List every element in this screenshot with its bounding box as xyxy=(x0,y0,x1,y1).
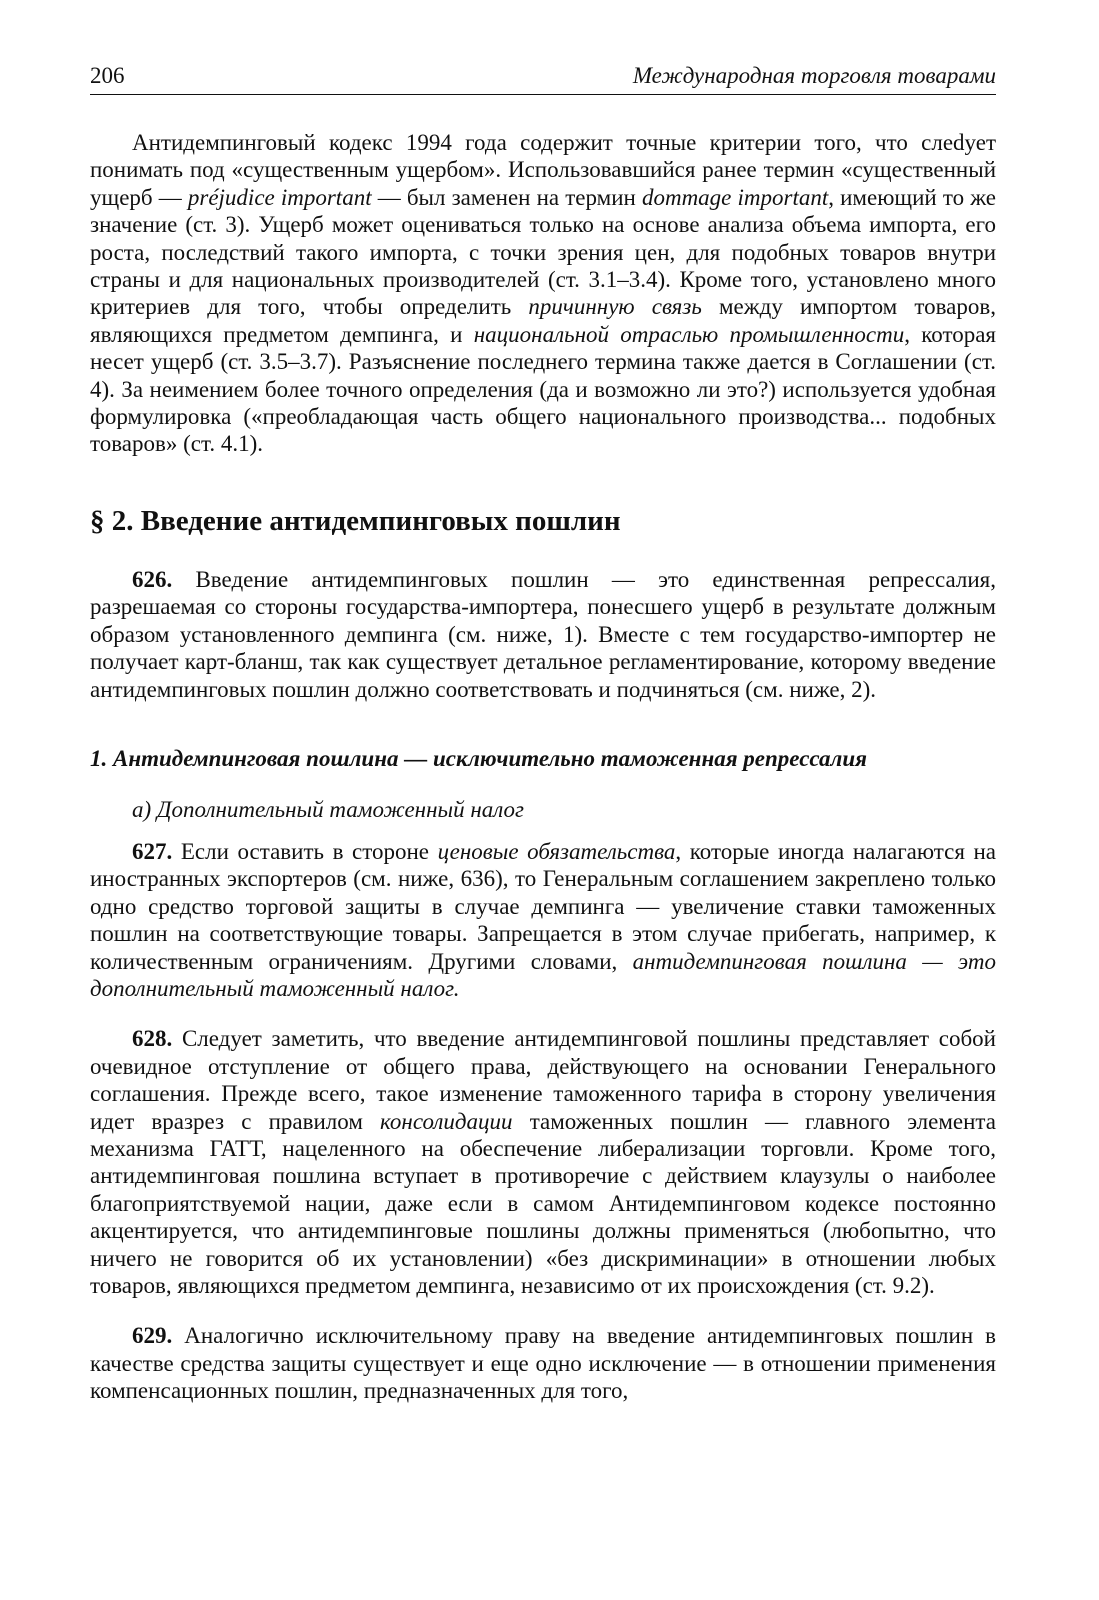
paragraph-628 xyxy=(90,1025,996,1299)
paragraph-text: , которые иногда налагаются на иностранных экспортеров (см. ниже, 636), то Генеральным соглашением закреплено только одно средство торговой защиты в случае демпинга — увеличение ставки таможенных пошлин на соответствующие товары. Запрещается в этом случае прибегать, например, к количественным ограничениям. Другими словами, xyxy=(90,838,996,974)
paragraph-emphasis: антидемпинговая пошлина — это дополнительный таможенный налог. xyxy=(90,948,997,1001)
paragraph-emphasis: ценовые обязательства xyxy=(437,838,676,864)
paragraph-629 xyxy=(90,1322,996,1404)
subsection-heading: 1. Антидемпинговая пошлина — исключительно таможенная репрессалия xyxy=(90,745,867,771)
intro-text-4: между импортом товаров, являющихся предметом демпинга, и xyxy=(90,294,996,347)
intro-french-term-2: dommage important xyxy=(641,184,829,210)
paragraph-627 xyxy=(90,838,996,1002)
paragraph-text: таможенных пошлин — главного элемента механизма ГАТТ, нацеленного на обеспечение либерализации торговли. Кроме того, антидемпинговая пошлина вступает в противоречие с действием клаузулы о наиболее благоприятствуемой нации, даже если в самом Антидемпинговом кодексе постоянно акцентируется, что антидемпинговые пошлины должны применяться (любопытно, что ничего не говорится об их установлении) «без дискриминации» в отношении любых товаров, являющихся предметом демпинга, независимо от их происхождения (ст. 9.2). xyxy=(90,1108,996,1298)
intro-french-term-1: préjudice important xyxy=(187,184,372,210)
book-page xyxy=(90,62,996,1405)
paragraph-number: 627. xyxy=(132,838,173,864)
paragraph-number: 629. xyxy=(132,1323,173,1349)
paragraph-text: Следует заметить, что введение антидемпинговой пошлины представляет собой очевидное отступление от общего права, действующего на основании Генерального соглашения. Прежде всего, такое изменение таможенного тарифа в сторону увеличения идет вразрез с правилом xyxy=(90,1026,996,1134)
subsubsection-heading: а) Дополнительный таможенный налог xyxy=(132,796,525,822)
paragraph-text: Введение антидемпинговых пошлин — это единственная репрессалия, разрешаемая со стороны государства-импортера, понесшего ущерб в результате должным образом установленного демпинга (см. ниже, 1). Вместе с тем государство-импортер не получает карт-бланш, так как существует детальное регламентирование, которому введение антидемпинговых пошлин должно соответствовать и подчиняться (см. ниже, 2). xyxy=(90,566,996,702)
paragraph-number: 628. xyxy=(132,1026,173,1052)
intro-paragraph xyxy=(90,129,996,458)
intro-text-3: , имеющий то же значение (ст. 3). Ущерб может оцениваться только на основе анализа объема импорта, его роста, последствий такого импорта, с точки зрения цен, для подобных товаров внутри страны и для национальных производителей (ст. 3.1–3.4). Кроме того, установлено много критериев для того, чтобы определить xyxy=(90,184,996,320)
section-heading: § 2. Введение антидемпинговых пошлин xyxy=(90,504,621,537)
intro-emphasis-national-industry: национальной отраслью промышленности xyxy=(473,321,905,347)
intro-emphasis-causal-link: причинную связь xyxy=(528,294,702,320)
paragraph-text: Аналогично исключительному праву на введение антидемпинговых пошлин в качестве средства защиты существует и еще одно исключение — в отношении применения компенсационных пошлин, предназначенных для того, xyxy=(90,1323,996,1404)
intro-text-1: Антидемпинговый кодекс 1994 года содержит точные критерии того, что слеdует понимать под «существенным ущербом». Использовавшийся ранее термин «существенный ущерб — xyxy=(90,130,996,210)
running-title: Международная торговля товарами xyxy=(632,63,996,88)
paragraph-number: 626. xyxy=(132,566,173,592)
intro-text-5: , которая несет ущерб (ст. 3.5–3.7). Разъяснение последнего термина также дается в Соглашении (ст. 4). За неимением более точного определения (да и возможно ли это?) используется удобная формулировка («преобладающая часть общего национального производства... подобных товаров» (ст. 4.1). xyxy=(90,321,997,457)
page-header xyxy=(90,62,996,95)
paragraph-626 xyxy=(90,566,996,703)
page-number: 206 xyxy=(90,63,125,88)
paragraph-emphasis: консолидации xyxy=(380,1108,513,1134)
intro-text-2: — был заменен на термин xyxy=(371,184,642,210)
paragraph-text: Если оставить в стороне xyxy=(172,838,438,864)
